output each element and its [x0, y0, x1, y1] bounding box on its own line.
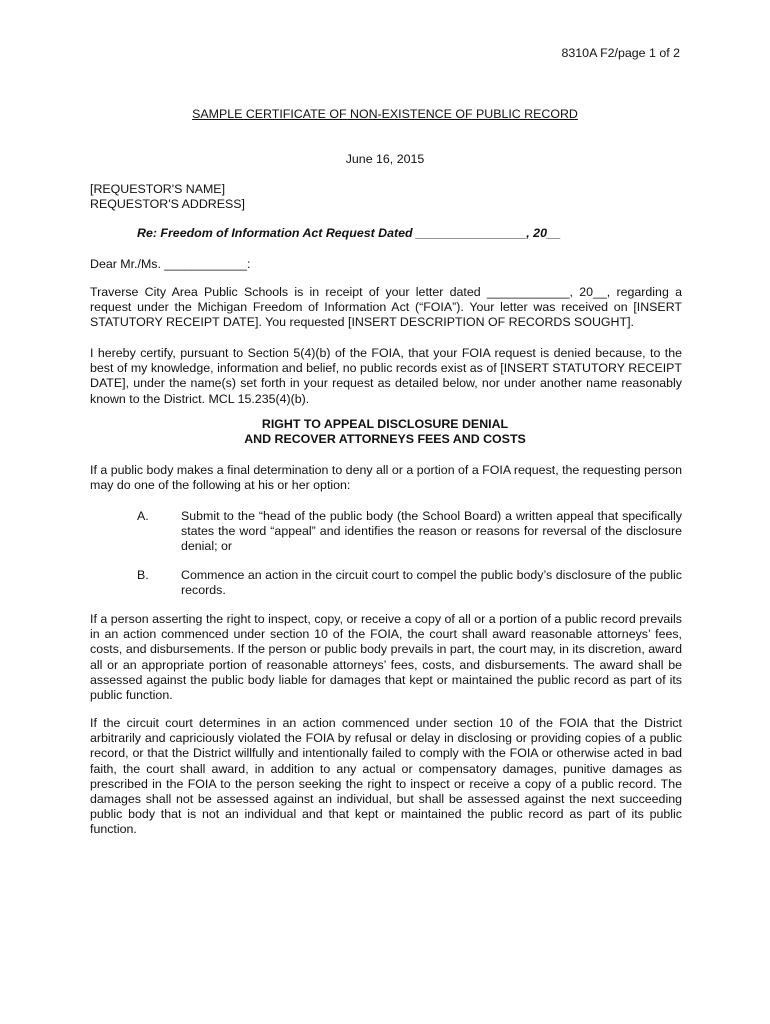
- document-title: SAMPLE CERTIFICATE OF NON-EXISTENCE OF PUBLIC RECORD: [192, 107, 578, 121]
- paragraph-receipt: Traverse City Area Public Schools is in receipt of your letter dated ____________, 20__, regarding a request under the Michigan Freedom of Information Act (“FOIA”). Your letter was received on [INSERT STATUTORY RECEIPT DATE]. You requested [INSERT DESCRIPTION OF RECORDS SOUGHT].: [90, 285, 682, 330]
- requestor-address: REQUESTOR'S ADDRESS]: [90, 197, 245, 212]
- option-text: Commence an action in the circuit court to compel the public body’s disclosure of the public records.: [181, 568, 682, 598]
- paragraph-punitive-damages: If the circuit court determines in an action commenced under section 10 of the FOIA that the District arbitrarily and capriciously violated the FOIA by refusal or delay in disclosing or providing copies of a public record, or that the District willfully and intentionally failed to comply with the FOIA or otherwise acted in bad faith, the court shall award, in addition to any actual or compensatory damages, punitive damages as prescribed in the FOIA to the person seeking the right to inspect or receive a copy of a public record. The damages shall not be assessed against an individual, but shall be assessed against the next succeeding public body that is not an individual and that kept or maintained the public record as part of its public function.: [90, 716, 682, 837]
- paragraph-appeal-options: If a public body makes a final determination to deny all or a portion of a FOIA request, the requesting person may do one of the following at his or her option:: [90, 463, 682, 493]
- paragraph-attorney-fees: If a person asserting the right to inspect, copy, or receive a copy of all or a portion of a public record prevails in an action commenced under section 10 of the FOIA, the court shall award reasonable attorneys’ fees, costs, and disbursements. If the person or public body prevails in part, the court may, in its discretion, award all or an appropriate portion of reasonable attorneys’ fees, costs, and disbursements. The award shall be assessed against the public body liable for damages that kept or maintained the public record as part of its public function.: [90, 612, 682, 703]
- option-letter: B.: [137, 568, 149, 582]
- option-text: Submit to the “head of the public body (the School Board) a written appeal that specifically states the word “appeal” and identifies the reason or reasons for reversal of the disclosure denial; or: [181, 509, 682, 554]
- salutation: Dear Mr./Ms. ____________:: [90, 257, 251, 271]
- appeal-heading-line1: RIGHT TO APPEAL DISCLOSURE DENIAL: [261, 417, 509, 431]
- re-line: Re: Freedom of Information Act Request Dated ________________, 20__: [137, 226, 561, 240]
- paragraph-certification: I hereby certify, pursuant to Section 5(4)(b) of the FOIA, that your FOIA request is denied because, to the best of my knowledge, information and belief, no public records exist as of [INSERT STATUTORY RECEIPT DATE], under the name(s) set forth in your request as detailed below, nor under another name reasonably known to the District. MCL 15.235(4)(b).: [90, 346, 682, 406]
- appeal-heading-line2: AND RECOVER ATTORNEYS FEES AND COSTS: [244, 432, 526, 447]
- requestor-address-block: [90, 182, 682, 212]
- option-letter: A.: [137, 509, 149, 523]
- document-date: June 16, 2015: [345, 152, 425, 166]
- appeal-heading: [0, 417, 770, 447]
- page-reference: 8310A F2/page 1 of 2: [561, 46, 680, 60]
- requestor-name: [REQUESTOR'S NAME]: [90, 182, 226, 196]
